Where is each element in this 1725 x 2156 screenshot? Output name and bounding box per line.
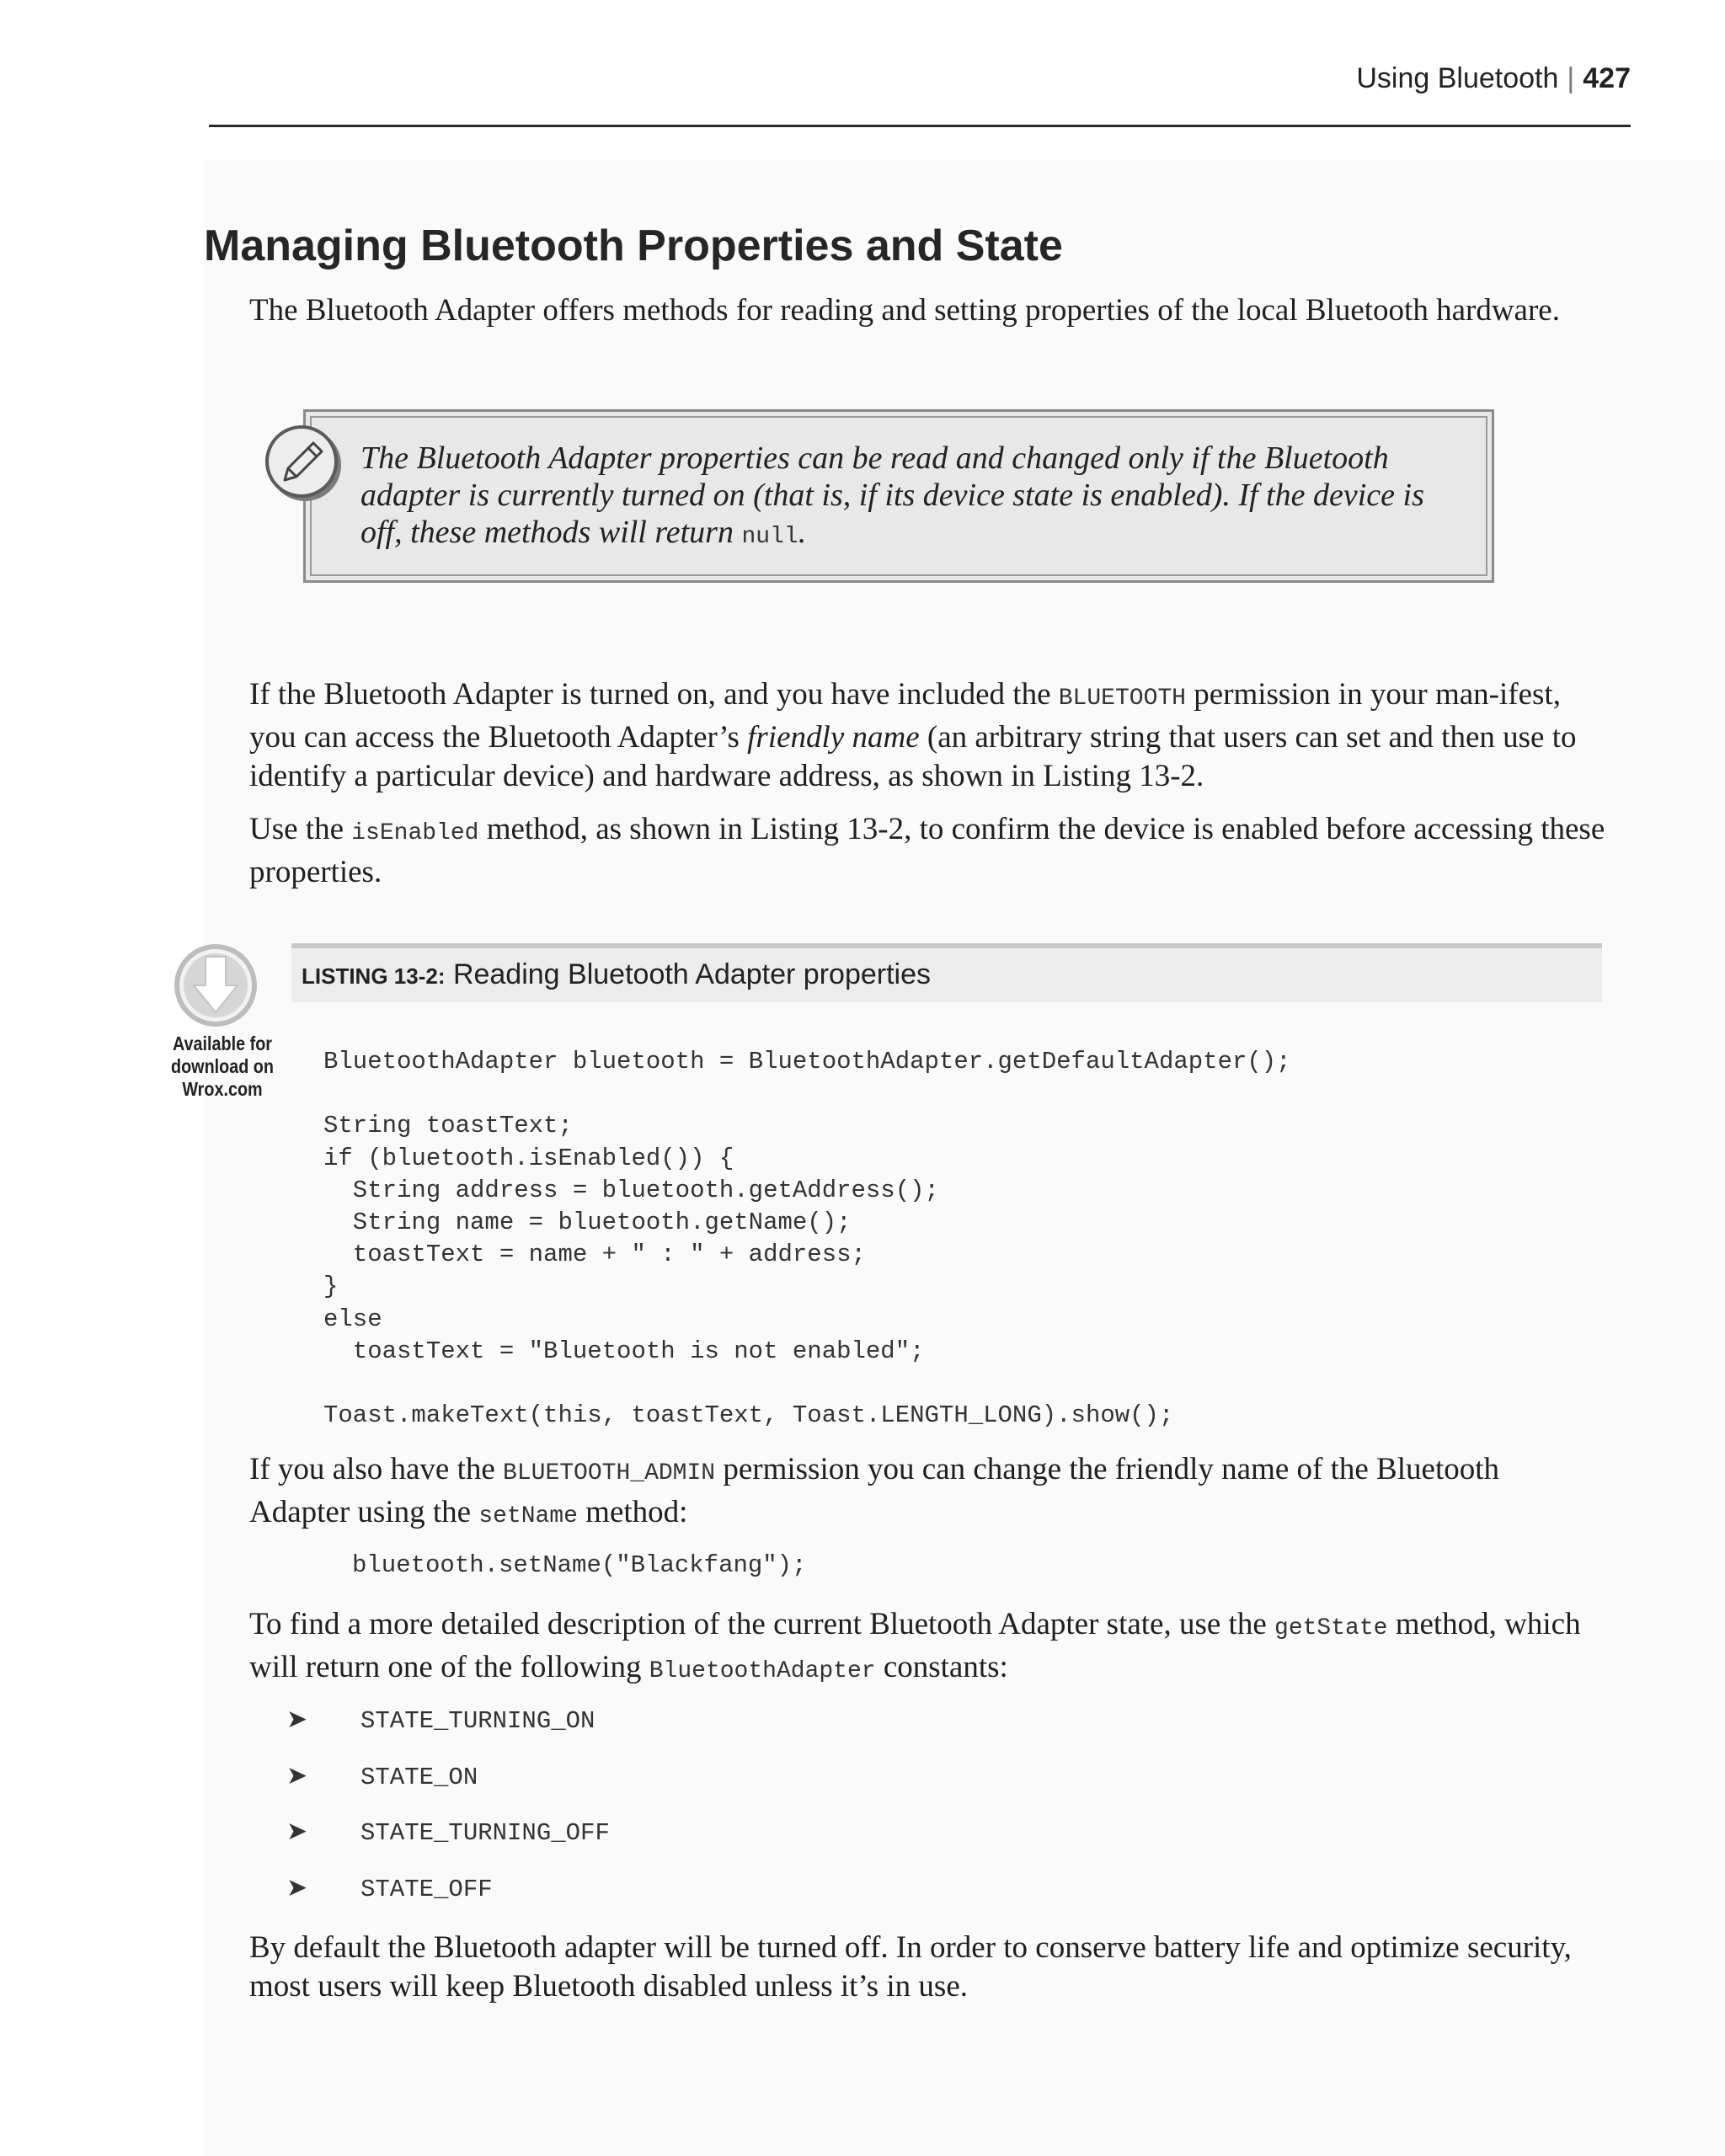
- paragraph-isenabled: Use the isEnabled method, as shown in Listing 13-2, to confirm the device is enabled before accessing these properties.: [249, 812, 1605, 889]
- arrow-bullet-icon: ➤: [286, 1705, 308, 1734]
- paragraph-friendly-name: If the Bluetooth Adapter is turned on, and you have included the BLUETOOTH permission in your man-ifest, you can access the Bluetooth Adapter’s friendly name (an arbitrary string that users can set and then use to identify a particular device) and hardware address, as shown in Listing 13-2.: [249, 677, 1577, 793]
- list-item: ➤ STATE_OFF: [286, 1873, 493, 1904]
- code-line: toastText = "Bluetooth is not enabled";: [323, 1337, 925, 1365]
- state-constants-list: [286, 1705, 610, 1929]
- code-line: String toastText;: [323, 1112, 573, 1140]
- page-number: 427: [1583, 62, 1631, 94]
- header-rule: [209, 125, 1631, 127]
- listing-label: LISTING 13-2:: [302, 963, 446, 989]
- note-text: The Bluetooth Adapter properties can be read and changed only if the Bluetooth adapter is currently turned on (that is, if its device state is enabled). If the device is off, these methods will return null.: [360, 440, 1424, 550]
- closing-paragraph: By default the Bluetooth adapter will be turned off. In order to conserve battery life and optimize security, most users will keep Bluetooth disabled unless it’s in use.: [249, 1930, 1572, 2004]
- arrow-bullet-icon: ➤: [286, 1873, 308, 1903]
- paragraph-getstate: To find a more detailed description of the current Bluetooth Adapter state, use the getState method, which will return one of the following BluetoothAdapter constants:: [249, 1607, 1581, 1684]
- listing-caption: Reading Bluetooth Adapter properties: [452, 958, 931, 990]
- code-getstate: getState: [1274, 1615, 1388, 1641]
- arrow-bullet-icon: ➤: [286, 1817, 308, 1847]
- arrow-bullet-icon: ➤: [286, 1760, 308, 1790]
- header-section-title: Using Bluetooth: [1356, 62, 1559, 94]
- note-code-null: null: [741, 524, 798, 550]
- paragraph-setname: If you also have the BLUETOOTH_ADMIN permission you can change the friendly name of the Bluetooth Adapter using the setName method:: [249, 1452, 1500, 1529]
- code-line: if (bluetooth.isEnabled()) {: [323, 1144, 734, 1172]
- list-item: ➤ STATE_TURNING_OFF: [286, 1817, 610, 1848]
- code-bluetoothadapter: BluetoothAdapter: [649, 1658, 876, 1684]
- pencil-icon: [264, 424, 345, 505]
- code-line: else: [323, 1305, 382, 1333]
- section-heading: Managing Bluetooth Properties and State: [204, 221, 1063, 270]
- code-setname: setName: [478, 1503, 578, 1529]
- code-isenabled: isEnabled: [351, 820, 479, 846]
- code-line: [323, 1078, 1291, 1110]
- listing-code-block: [323, 1046, 1291, 1432]
- code-bluetooth-permission: BLUETOOTH: [1058, 686, 1186, 712]
- code-line: }: [323, 1273, 339, 1301]
- list-item: ➤ STATE_TURNING_ON: [286, 1705, 595, 1735]
- code-line: toastText = name + " : " + address;: [323, 1241, 866, 1269]
- code-line: Toast.makeText(this, toastText, Toast.LENGTH_LONG).show();: [323, 1401, 1174, 1430]
- emphasis-friendly-name: friendly name: [747, 720, 920, 755]
- intro-paragraph: The Bluetooth Adapter offers methods for reading and setting properties of the local Bluetooth hardware.: [249, 293, 1560, 328]
- code-line: BluetoothAdapter bluetooth = BluetoothAdapter.getDefaultAdapter();: [323, 1048, 1291, 1075]
- running-header: [1356, 62, 1631, 95]
- code-line: String name = bluetooth.getName();: [323, 1208, 852, 1236]
- download-caption[interactable]: Available for download on Wrox.com: [171, 1033, 274, 1100]
- setname-code-sample: bluetooth.setName("Blackfang");: [352, 1551, 807, 1579]
- listing-title: [302, 958, 931, 991]
- code-line: [323, 1368, 1291, 1400]
- list-item: ➤ STATE_ON: [286, 1760, 478, 1791]
- download-arrow-icon[interactable]: [172, 942, 259, 1029]
- code-bluetooth-admin: BLUETOOTH_ADMIN: [503, 1460, 716, 1486]
- code-line: String address = bluetooth.getAddress();: [323, 1176, 939, 1204]
- header-separator: |: [1567, 62, 1575, 94]
